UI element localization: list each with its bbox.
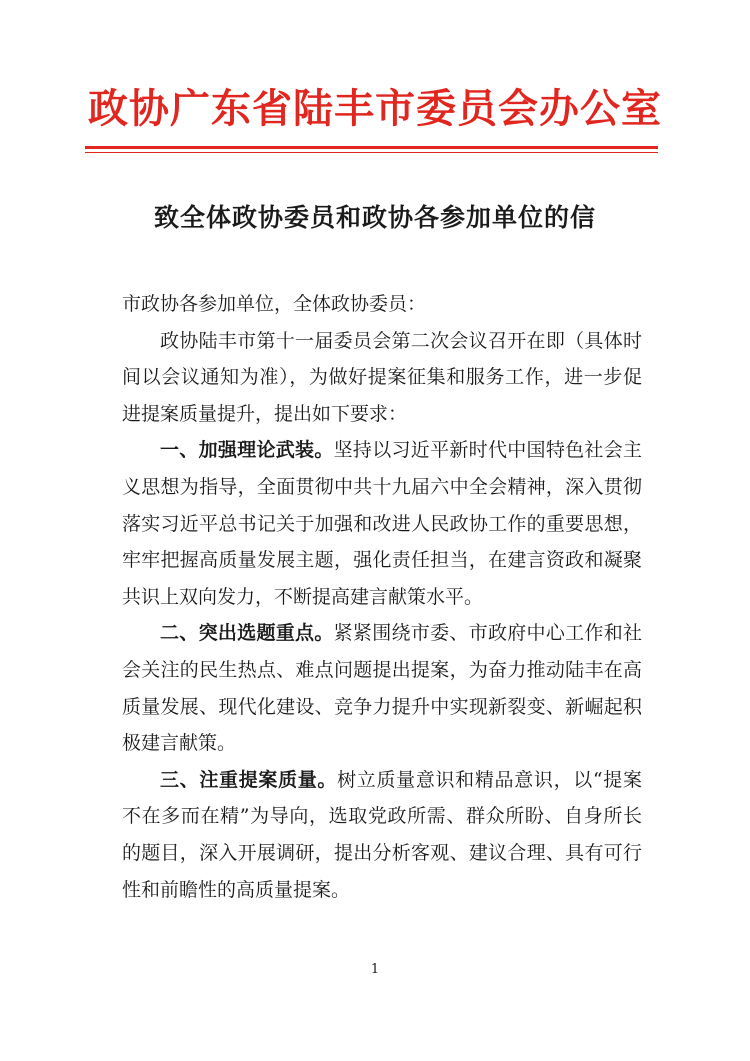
letter-body	[122, 286, 642, 908]
paragraph-point-1	[122, 432, 642, 615]
letter-title: 致全体政协委员和政协各参加单位的信	[153, 203, 596, 232]
paragraph-text: 坚持以习近平新时代中国特色社会主义思想为指导，全面贯彻中共十九届六中全会精神，深入贯彻落实习近平总书记关于加强和改进人民政协工作的重要思想，牢牢把握高质量发展主题，强化责任担当，在建言资政和凝聚共识上双向发力，不断提高建言献策水平。	[122, 439, 642, 608]
paragraph-lead: 二、突出选题重点。	[160, 622, 334, 645]
paragraph-text: 树立质量意识和精品意识，以“提案不在多而在精”为导向，选取党政所需、群众所盼、自身所长的题目，深入开展调研，提出分析客观、建议合理、具有可行性和前瞻性的高质量提案。	[122, 768, 642, 901]
salutation: 市政协各参加单位，全体政协委员：	[122, 293, 427, 315]
masthead-rule-thin	[85, 152, 658, 153]
paragraph-text: 紧紧围绕市委、市政府中心工作和社会关注的民生热点、难点问题提出提案，为奋力推动陆丰在高质量发展、现代化建设、竞争力提升中实现新裂变、新崛起积极建言献策。	[122, 622, 642, 755]
paragraph-lead: 三、注重提案质量。	[160, 768, 338, 791]
paragraph-text: 政协陆丰市第十一届委员会第二次会议召开在即（具体时间以会议通知为准），为做好提案征集和服务工作，进一步促进提案质量提升，提出如下要求：	[122, 329, 642, 425]
paragraph-intro	[122, 323, 642, 433]
page-number: 1	[370, 962, 380, 977]
paragraph-lead: 一、加强理论武装。	[160, 439, 334, 462]
paragraph-point-2	[122, 615, 642, 761]
masthead-rule-thick	[85, 146, 658, 149]
masthead-title: 政协广东省陆丰市委员会办公室	[88, 85, 662, 132]
paragraph-point-3	[122, 762, 642, 908]
